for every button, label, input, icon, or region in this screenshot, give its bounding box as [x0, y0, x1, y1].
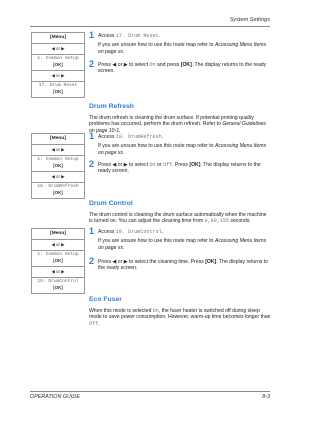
para-text: . [119, 127, 121, 134]
step-text: or [155, 162, 163, 168]
note-text: . [122, 48, 125, 55]
common-setup-label: 1. Common Setup [37, 252, 79, 257]
drum-refresh-description [89, 115, 271, 134]
page-header-title: System Settings [229, 17, 270, 23]
note-text: . [122, 244, 125, 251]
step-number: 1 [89, 226, 95, 236]
arrow-keys-label: ◀ or ▶ [32, 172, 84, 183]
ok-key-label: [OK] [53, 163, 63, 168]
step-text: . [158, 33, 161, 39]
step-text: Press ◀ or ▶ to select [98, 62, 150, 68]
common-setup-label: 1. Common Setup [37, 56, 79, 61]
ok-key-ref: [OK] [189, 162, 201, 168]
step-text: and press [155, 62, 181, 68]
cross-reference: General Guidelines on page 10-1 [89, 121, 266, 134]
footer-guide-name: OPERATION GUIDE [30, 394, 80, 400]
note-text: If you are unsure how to use this route map refer to [98, 143, 215, 150]
cross-reference: Accessing Menu Items on page xx [98, 238, 267, 251]
step-text: Access [98, 33, 116, 39]
common-setup-screen [32, 55, 84, 71]
para-text: When this mode is selected [89, 308, 153, 314]
drum-refresh-screen-label: 18. DrumRefresh [37, 184, 79, 189]
section-title-eco-fuser: Eco Fuser [89, 296, 122, 303]
step-text: . [161, 134, 164, 140]
step-number: 1 [89, 131, 95, 141]
note-text: . [122, 149, 125, 156]
step-text: . The display returns to the ready screen. [98, 259, 268, 272]
drum-control-screen-label: 19. DrumControl [37, 279, 79, 284]
route-map-drum-reset [31, 32, 85, 98]
step-text: Access [98, 229, 116, 235]
drum-control-description [89, 212, 271, 225]
menu-key-label: [Menu] [32, 229, 84, 240]
para-text: The drum control is cleaning the drum surface automatically when the machine is turned on. You can adjust the cleaning time from [89, 212, 267, 225]
ok-key-label: [OK] [53, 190, 63, 195]
menu-code: 17. Drum Reset [115, 33, 159, 39]
arrow-keys-label: ◀ or ▶ [32, 240, 84, 251]
para-text: . [98, 320, 100, 327]
footer-page-number: 8-3 [262, 394, 270, 400]
step-text: Press ◀ or ▶ to select the cleaning time. Press [98, 259, 206, 265]
route-map-note [98, 42, 271, 55]
drum-refresh-step-1 [89, 131, 271, 156]
step-text: Press ◀ or ▶ to select [98, 162, 150, 168]
drum-reset-screen [32, 82, 84, 97]
drum-control-step-1 [89, 226, 271, 251]
section-title-drum-control: Drum Control [89, 200, 133, 207]
option-code: Off [162, 162, 173, 168]
arrow-keys-label: ◀ or ▶ [32, 71, 84, 82]
note-text: If you are unsure how to use this route map refer to [98, 238, 215, 245]
para-text: The drum refresh is cleaning the drum surface. If potential printing quality problems has occurred, perform the drum refresh. Refer to [89, 115, 254, 128]
drum-reset-step-1 [89, 30, 271, 55]
common-setup-label: 1. Common Setup [37, 157, 79, 162]
menu-code: 18. DrumRefresh [115, 134, 162, 140]
drum-control-screen [32, 278, 84, 293]
option-code: On [152, 308, 159, 314]
drum-refresh-screen [32, 183, 84, 198]
ok-key-label: [OK] [53, 258, 63, 263]
step-number: 2 [89, 59, 95, 69]
route-map-drum-control [31, 228, 85, 294]
step-text: . Press [172, 162, 190, 168]
step-number: 2 [89, 256, 95, 266]
ok-key-ref: [OK] [180, 62, 192, 68]
ok-key-label: [OK] [53, 285, 63, 290]
drum-refresh-step-2 [89, 159, 271, 175]
cross-reference: Accessing Menu Items on page xx [98, 42, 267, 55]
ok-key-label: [OK] [53, 89, 63, 94]
step-text: . The display returns to the ready screen. [98, 162, 261, 175]
menu-code: 19. DrumControl [115, 229, 162, 235]
step-number: 1 [89, 30, 95, 40]
para-text: seconds. [229, 218, 251, 225]
drum-reset-screen-label: 17. Drum Reset [38, 83, 78, 88]
step-text: . [161, 229, 164, 235]
footer-rule [30, 391, 270, 392]
arrow-keys-label: ◀ or ▶ [32, 267, 84, 278]
drum-reset-step-2 [89, 59, 271, 75]
ok-key-ref: [OK] [205, 259, 217, 265]
step-text: . The display returns to the ready screen. [98, 62, 267, 75]
eco-fuser-description [89, 308, 271, 327]
route-map-drum-refresh [31, 133, 85, 199]
cross-reference: Accessing Menu Items on page xx [98, 143, 267, 156]
option-code: Off [89, 320, 99, 327]
common-setup-screen [32, 251, 84, 267]
menu-key-label: [Menu] [32, 33, 84, 44]
section-title-drum-refresh: Drum Refresh [89, 103, 134, 110]
option-code: On [149, 62, 156, 68]
note-text: If you are unsure how to use this route map refer to [98, 42, 215, 49]
time-values: 0,90,155 [204, 218, 229, 225]
arrow-keys-label: ◀ or ▶ [32, 44, 84, 55]
route-map-note [98, 238, 271, 251]
common-setup-screen [32, 156, 84, 172]
route-map-note [98, 143, 271, 156]
ok-key-label: [OK] [53, 62, 63, 67]
option-code: On [149, 162, 156, 168]
header-rule [30, 26, 270, 27]
step-text: Access [98, 134, 116, 140]
menu-key-label: [Menu] [32, 134, 84, 145]
drum-control-step-2 [89, 256, 271, 272]
para-text: , the fuser heater is switched off during sleep mode to save power consumption. However, warm-up time becomes longer than [89, 308, 271, 321]
arrow-keys-label: ◀ or ▶ [32, 145, 84, 156]
step-number: 2 [89, 159, 95, 169]
